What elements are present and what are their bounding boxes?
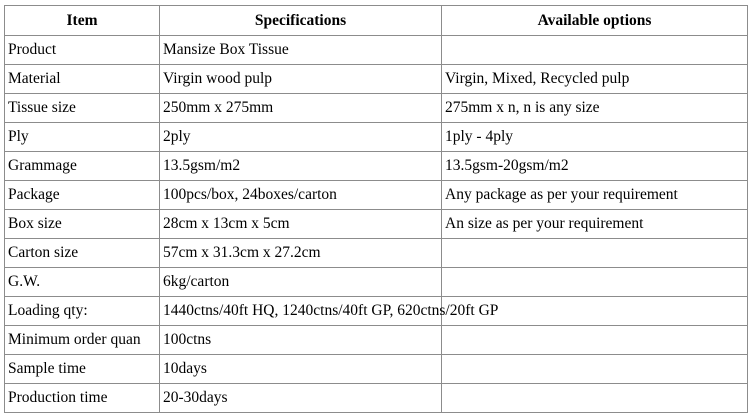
cell-option: 13.5gsm-20gsm/m2	[442, 152, 748, 181]
cell-option	[442, 384, 748, 413]
table-header	[5, 6, 748, 36]
cell-specification: 13.5gsm/m2	[160, 152, 442, 181]
table-body	[5, 36, 748, 413]
cell-specification: 100ctns	[160, 326, 442, 355]
cell-specification: 10days	[160, 355, 442, 384]
cell-item: Sample time	[5, 355, 160, 384]
table-row	[5, 239, 748, 268]
table-row	[5, 94, 748, 123]
header-row	[5, 6, 748, 36]
cell-item: Grammage	[5, 152, 160, 181]
cell-specification: 20-30days	[160, 384, 442, 413]
spec-table	[4, 5, 748, 413]
cell-option	[442, 239, 748, 268]
header-item: Item	[5, 6, 160, 36]
cell-specification: 2ply	[160, 123, 442, 152]
cell-item: Material	[5, 65, 160, 94]
cell-option	[442, 326, 748, 355]
table-row	[5, 123, 748, 152]
cell-item: Production time	[5, 384, 160, 413]
cell-item: Loading qty:	[5, 297, 160, 326]
cell-specification: Mansize Box Tissue	[160, 36, 442, 65]
header-available-options: Available options	[442, 6, 748, 36]
table-row	[5, 355, 748, 384]
cell-specification: 100pcs/box, 24boxes/carton	[160, 181, 442, 210]
cell-option: Virgin, Mixed, Recycled pulp	[442, 65, 748, 94]
cell-specification: 57cm x 31.3cm x 27.2cm	[160, 239, 442, 268]
cell-option	[442, 355, 748, 384]
table-row	[5, 268, 748, 297]
cell-specification: Virgin wood pulp	[160, 65, 442, 94]
cell-specification: 1440ctns/40ft HQ, 1240ctns/40ft GP, 620ctns/20ft GP	[160, 297, 442, 326]
table-row	[5, 65, 748, 94]
header-specifications: Specifications	[160, 6, 442, 36]
cell-specification: 28cm x 13cm x 5cm	[160, 210, 442, 239]
cell-item: Carton size	[5, 239, 160, 268]
table-row	[5, 181, 748, 210]
table-row	[5, 326, 748, 355]
cell-option: An size as per your requirement	[442, 210, 748, 239]
cell-item: Product	[5, 36, 160, 65]
cell-option: 275mm x n, n is any size	[442, 94, 748, 123]
cell-specification: 6kg/carton	[160, 268, 442, 297]
cell-item: G.W.	[5, 268, 160, 297]
table-row	[5, 384, 748, 413]
cell-specification: 250mm x 275mm	[160, 94, 442, 123]
cell-item: Package	[5, 181, 160, 210]
table-row	[5, 152, 748, 181]
cell-option	[442, 268, 748, 297]
table-row	[5, 297, 748, 326]
cell-option	[442, 36, 748, 65]
cell-option: Any package as per your requirement	[442, 181, 748, 210]
cell-item: Tissue size	[5, 94, 160, 123]
cell-option: 1ply - 4ply	[442, 123, 748, 152]
cell-item: Minimum order quan	[5, 326, 160, 355]
table-row	[5, 210, 748, 239]
cell-item: Box size	[5, 210, 160, 239]
table-row	[5, 36, 748, 65]
cell-item: Ply	[5, 123, 160, 152]
